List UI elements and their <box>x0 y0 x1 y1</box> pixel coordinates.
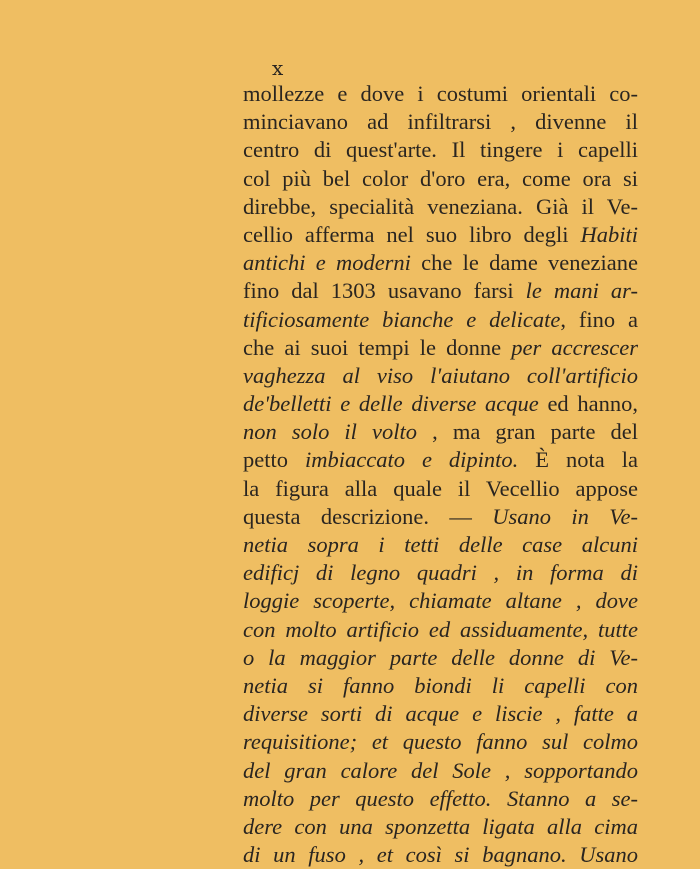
italic-segment: tificiosamente bianche e delicate <box>243 306 561 332</box>
text-line <box>243 616 638 644</box>
text-line <box>243 80 638 108</box>
italic-segment: Usano in Ve- <box>492 503 638 529</box>
text-line <box>243 165 638 193</box>
italic-segment: antichi e moderni <box>243 250 411 276</box>
text-line <box>243 531 638 559</box>
text-line <box>243 728 638 756</box>
text-line <box>243 136 638 164</box>
body-text <box>243 80 638 869</box>
text-segment: minciavano ad infiltrarsi , divenne il <box>243 109 638 135</box>
text-line <box>243 672 638 700</box>
text-line <box>243 446 638 474</box>
italic-segment: loggie scoperte, chiamate altane , dove <box>243 588 638 614</box>
text-line <box>243 785 638 813</box>
text-line <box>243 757 638 785</box>
text-segment: petto <box>243 447 305 473</box>
text-segment: cellio afferma nel suo libro degli <box>243 221 581 247</box>
italic-segment: netia si fanno biondi li capelli con <box>243 672 638 698</box>
text-segment: che le dame veneziane <box>410 250 638 276</box>
text-line <box>243 700 638 728</box>
italic-segment: per accrescer <box>511 334 638 360</box>
italic-segment: requisitione; et questo fanno sul colmo <box>243 729 638 755</box>
italic-segment: Habiti <box>580 221 638 247</box>
text-line <box>243 813 638 841</box>
text-line <box>243 503 638 531</box>
text-line <box>243 277 638 305</box>
italic-segment: le mani ar- <box>525 278 638 304</box>
text-segment: , ma gran parte del <box>417 419 639 445</box>
italic-segment: con molto artificio ed assiduamente, tutte <box>243 616 638 642</box>
italic-segment: molto per questo effetto. Stanno a se- <box>243 785 638 811</box>
text-line <box>243 559 638 587</box>
text-line <box>243 841 638 869</box>
text-segment: ed hanno, <box>538 391 638 417</box>
text-line <box>243 193 638 221</box>
text-line <box>243 587 638 615</box>
italic-segment: imbiaccato e dipinto. <box>304 447 519 473</box>
text-segment: che ai suoi tempi le donne <box>243 334 512 360</box>
italic-segment: diverse sorti di acque e liscie , fatte a <box>243 701 638 727</box>
text-line <box>243 362 638 390</box>
text-line <box>243 108 638 136</box>
italic-segment: edificj di legno quadri , in forma di <box>243 560 638 586</box>
text-line <box>243 249 638 277</box>
text-segment: È nota la <box>518 447 638 473</box>
text-line <box>243 644 638 672</box>
text-segment: col più bel color d'oro era, come ora si <box>243 165 638 191</box>
text-line <box>243 221 638 249</box>
text-segment: direbbe, specialità veneziana. Già il Ve- <box>243 193 638 219</box>
text-segment: centro di quest'arte. Il tingere i capelli <box>243 137 638 163</box>
italic-segment: netia sopra i tetti delle case alcuni <box>243 532 638 557</box>
text-line <box>243 306 638 334</box>
italic-segment: o la maggior parte delle donne di Ve- <box>243 644 638 670</box>
page-number: x <box>272 56 285 80</box>
italic-segment: vaghezza al viso l'aiutano coll'artificio <box>243 362 638 388</box>
italic-segment: dere con una sponzetta ligata alla cima <box>243 813 638 839</box>
text-segment: la figura alla quale il Vecellio appose <box>243 475 638 501</box>
text-line <box>243 475 638 503</box>
text-line <box>243 390 638 418</box>
italic-segment: de'belletti e delle diverse acque <box>243 391 539 417</box>
text-segment: fino dal 1303 usavano farsi <box>243 278 526 304</box>
text-segment: , fino a <box>560 306 638 332</box>
text-line <box>243 334 638 362</box>
text-line <box>243 418 638 446</box>
text-segment: questa descrizione. — <box>243 503 493 529</box>
text-segment: mollezze e dove i costumi orientali co- <box>243 81 638 106</box>
italic-segment: del gran calore del Sole , sopportando <box>243 757 638 783</box>
italic-segment: di un fuso , et così si bagnano. Usano <box>243 842 638 868</box>
italic-segment: non solo il volto <box>243 419 418 445</box>
